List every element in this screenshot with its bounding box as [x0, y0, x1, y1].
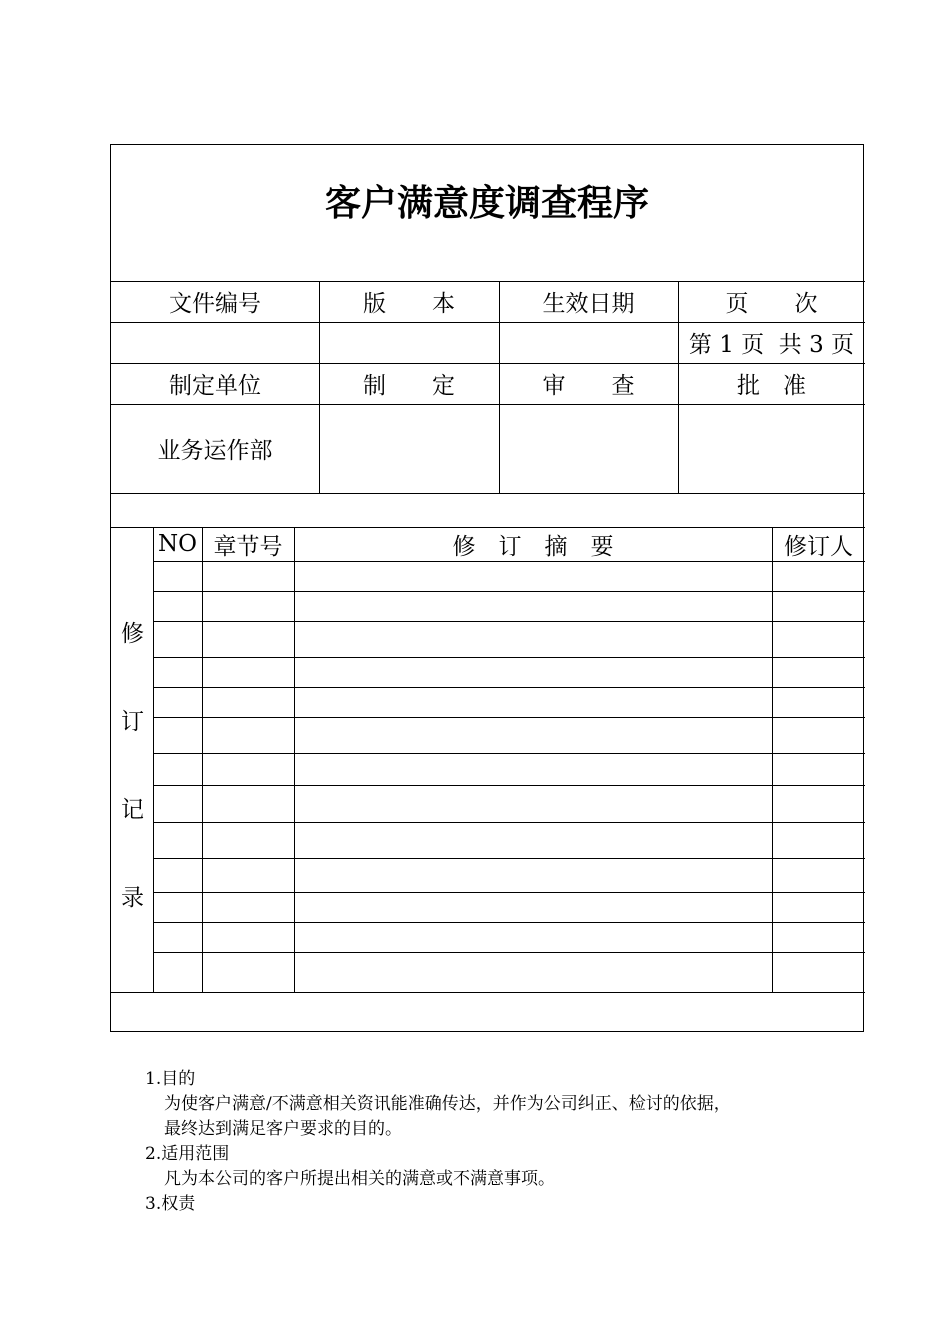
table-rule: [153, 785, 865, 786]
table-rule: [153, 858, 865, 859]
rev-col-summary: 修 订 摘 要: [452, 533, 614, 560]
table-rule: [111, 992, 865, 993]
rev-side-label-char: 录: [121, 885, 144, 911]
rev-side-label-char: 订: [121, 709, 144, 735]
label-effective-date: 生效日期: [542, 291, 635, 317]
table-rule: [153, 657, 865, 658]
label-approved-by: 批 准: [737, 373, 806, 399]
section-1-text: 最终达到满足客户要求的目的。: [164, 1119, 402, 1139]
label-doc-number: 文件编号: [169, 291, 261, 317]
value-page: 第 1 页 共 3 页: [688, 332, 855, 358]
rev-col-section: 章节号: [213, 533, 283, 560]
table-rule: [111, 493, 865, 494]
value-effective-date: [499, 322, 678, 363]
table-rule: [153, 561, 865, 562]
table-rule: [153, 753, 865, 754]
value-approved-by: [678, 404, 865, 493]
section-1-text: 为使客户满意/不满意相关资讯能准确传达，并作为公司纠正、检讨的依据，: [164, 1094, 731, 1114]
table-rule: [153, 717, 865, 718]
table-rule: [153, 687, 865, 688]
value-reviewed-by: [499, 404, 678, 493]
section-2-text: 凡为本公司的客户所提出相关的满意或不满意事项。: [164, 1169, 555, 1189]
table-rule: [153, 621, 865, 622]
rev-col-reviser: 修订人: [784, 533, 853, 560]
table-rule: [153, 892, 865, 893]
section-2-heading: 2.适用范围: [145, 1144, 230, 1164]
value-doc-number: [111, 322, 319, 363]
rev-side-label-char: 记: [121, 797, 144, 823]
label-prepared-by: 制 定: [363, 373, 455, 399]
label-page: 页 次: [725, 291, 818, 317]
label-version: 版 本: [363, 291, 455, 317]
rev-col-no: NO: [158, 531, 197, 557]
table-rule: [153, 952, 865, 953]
table-rule: [153, 922, 865, 923]
table-rule: [153, 822, 865, 823]
document-title: 客户满意度调查程序: [324, 183, 649, 224]
document-form: [110, 144, 864, 1032]
value-issuing-unit: 业务运作部: [157, 438, 273, 464]
label-issuing-unit: 制定单位: [169, 373, 261, 399]
table-rule: [153, 591, 865, 592]
label-reviewed-by: 审 查: [542, 373, 635, 399]
section-3-heading: 3.权责: [145, 1194, 196, 1214]
value-prepared-by: [319, 404, 499, 493]
section-1-heading: 1.目的: [145, 1069, 196, 1089]
rev-side-label-char: 修: [121, 621, 144, 647]
value-version: [319, 322, 499, 363]
